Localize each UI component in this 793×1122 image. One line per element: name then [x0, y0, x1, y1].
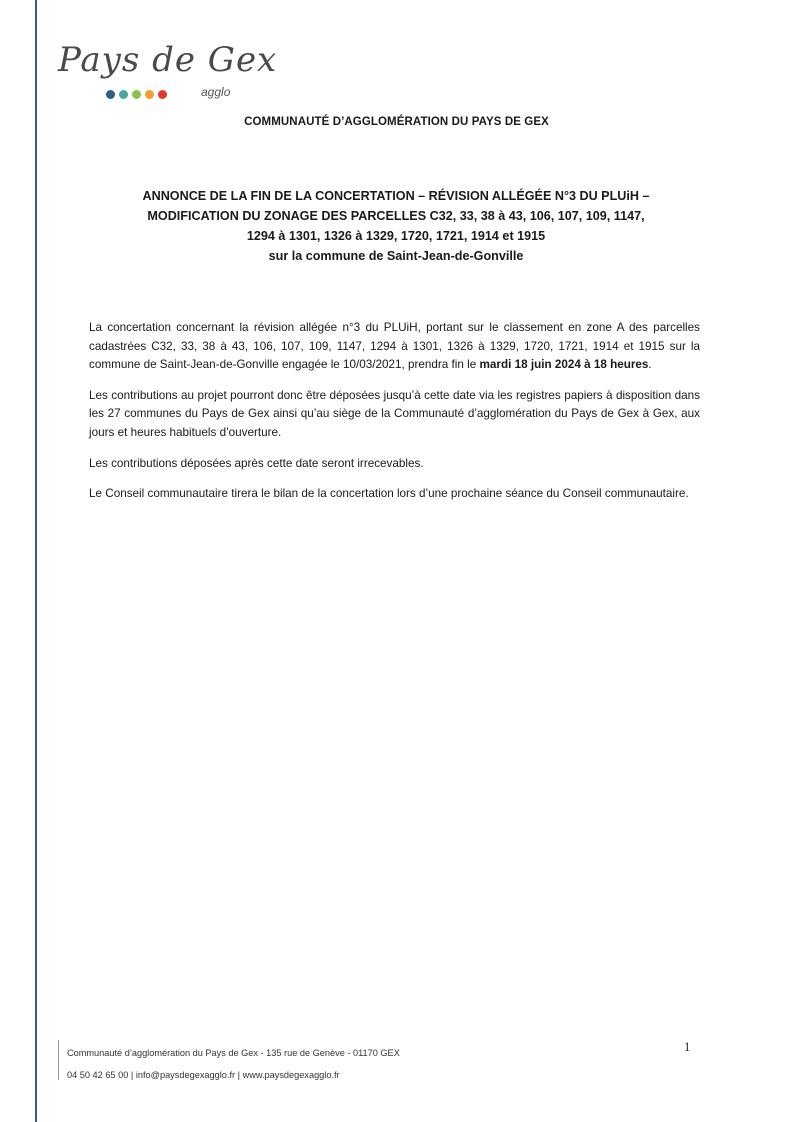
- document-title: [96, 186, 696, 266]
- paragraph-concertation-end: .: [648, 358, 652, 372]
- page-left-rule: [35, 0, 37, 1122]
- paragraph-irrecevables: Les contributions déposées après cette date seront irrecevables.: [89, 456, 424, 470]
- title-line-1: ANNONCE DE LA FIN DE LA CONCERTATION – RÉVISION ALLÉGÉE N°3 DU PLUiH –: [142, 189, 650, 203]
- title-line-4: sur la commune de Saint-Jean-de-Gonville: [268, 249, 524, 263]
- logo-dot-5: [158, 90, 167, 99]
- footer-separator-1: |: [130, 1070, 134, 1080]
- logo-dot-4: [145, 90, 154, 99]
- footer-email-link[interactable]: info@paysdegexagglo.fr: [135, 1070, 236, 1080]
- logo-dot-3: [132, 90, 141, 99]
- logo-script-text: Pays de Gex: [58, 40, 278, 80]
- pays-de-gex-logo: [58, 40, 278, 110]
- logo-dot-2: [119, 90, 128, 99]
- end-date: mardi 18 juin 2024 à 18 heures: [479, 358, 649, 372]
- logo-dots: [106, 90, 167, 99]
- paragraph-concertation-text: La concertation concernant la révision allégée n°3 du PLUiH, portant sur le classement en zone A des parcelles cadastrées C32, 33, 38 à 43, 106, 107, 109, 1147, 1294 à 1301, 1326 à 1329, 1720, 1721, 1914 et 1915 sur la commune de Saint-Jean-de-Gonville engagée le 10/03/2021, prendra fin le: [89, 321, 700, 372]
- footer-contacts: [67, 1064, 400, 1086]
- footer-divider: [58, 1040, 59, 1080]
- document-body: [89, 319, 700, 516]
- footer-address: Communauté d’agglomération du Pays de Gex - 135 rue de Genève - 01170 GEX: [67, 1048, 400, 1058]
- footer-website-link[interactable]: www.paysdegexagglo.fr: [242, 1070, 340, 1080]
- organization-name: COMMUNAUTÉ D’AGGLOMÉRATION DU PAYS DE GEX: [244, 116, 549, 128]
- paragraph-bilan: Le Conseil communautaire tirera le bilan de la concertation lors d’une prochaine séance du Conseil communautaire.: [89, 487, 689, 501]
- page-number: 1: [684, 1040, 691, 1054]
- footer: [67, 1042, 400, 1086]
- footer-separator-2: |: [237, 1070, 241, 1080]
- footer-phone: 04 50 42 65 00: [67, 1070, 129, 1080]
- title-line-2: MODIFICATION DU ZONAGE DES PARCELLES C32, 33, 38 à 43, 106, 107, 109, 1147,: [147, 209, 645, 223]
- paragraph-contributions: Les contributions au projet pourront donc être déposées jusqu’à cette date via les registres papiers à disposition dans les 27 communes du Pays de Gex ainsi qu’au siège de la Communauté d’agglomération du Pays de Gex à Gex, aux jours et heures habituels d’ouverture.: [89, 388, 700, 439]
- logo-sub-text: agglo: [201, 85, 231, 99]
- paragraph-concertation: [89, 319, 700, 375]
- title-line-3: 1294 à 1301, 1326 à 1329, 1720, 1721, 1914 et 1915: [246, 229, 546, 243]
- logo-dot-1: [106, 90, 115, 99]
